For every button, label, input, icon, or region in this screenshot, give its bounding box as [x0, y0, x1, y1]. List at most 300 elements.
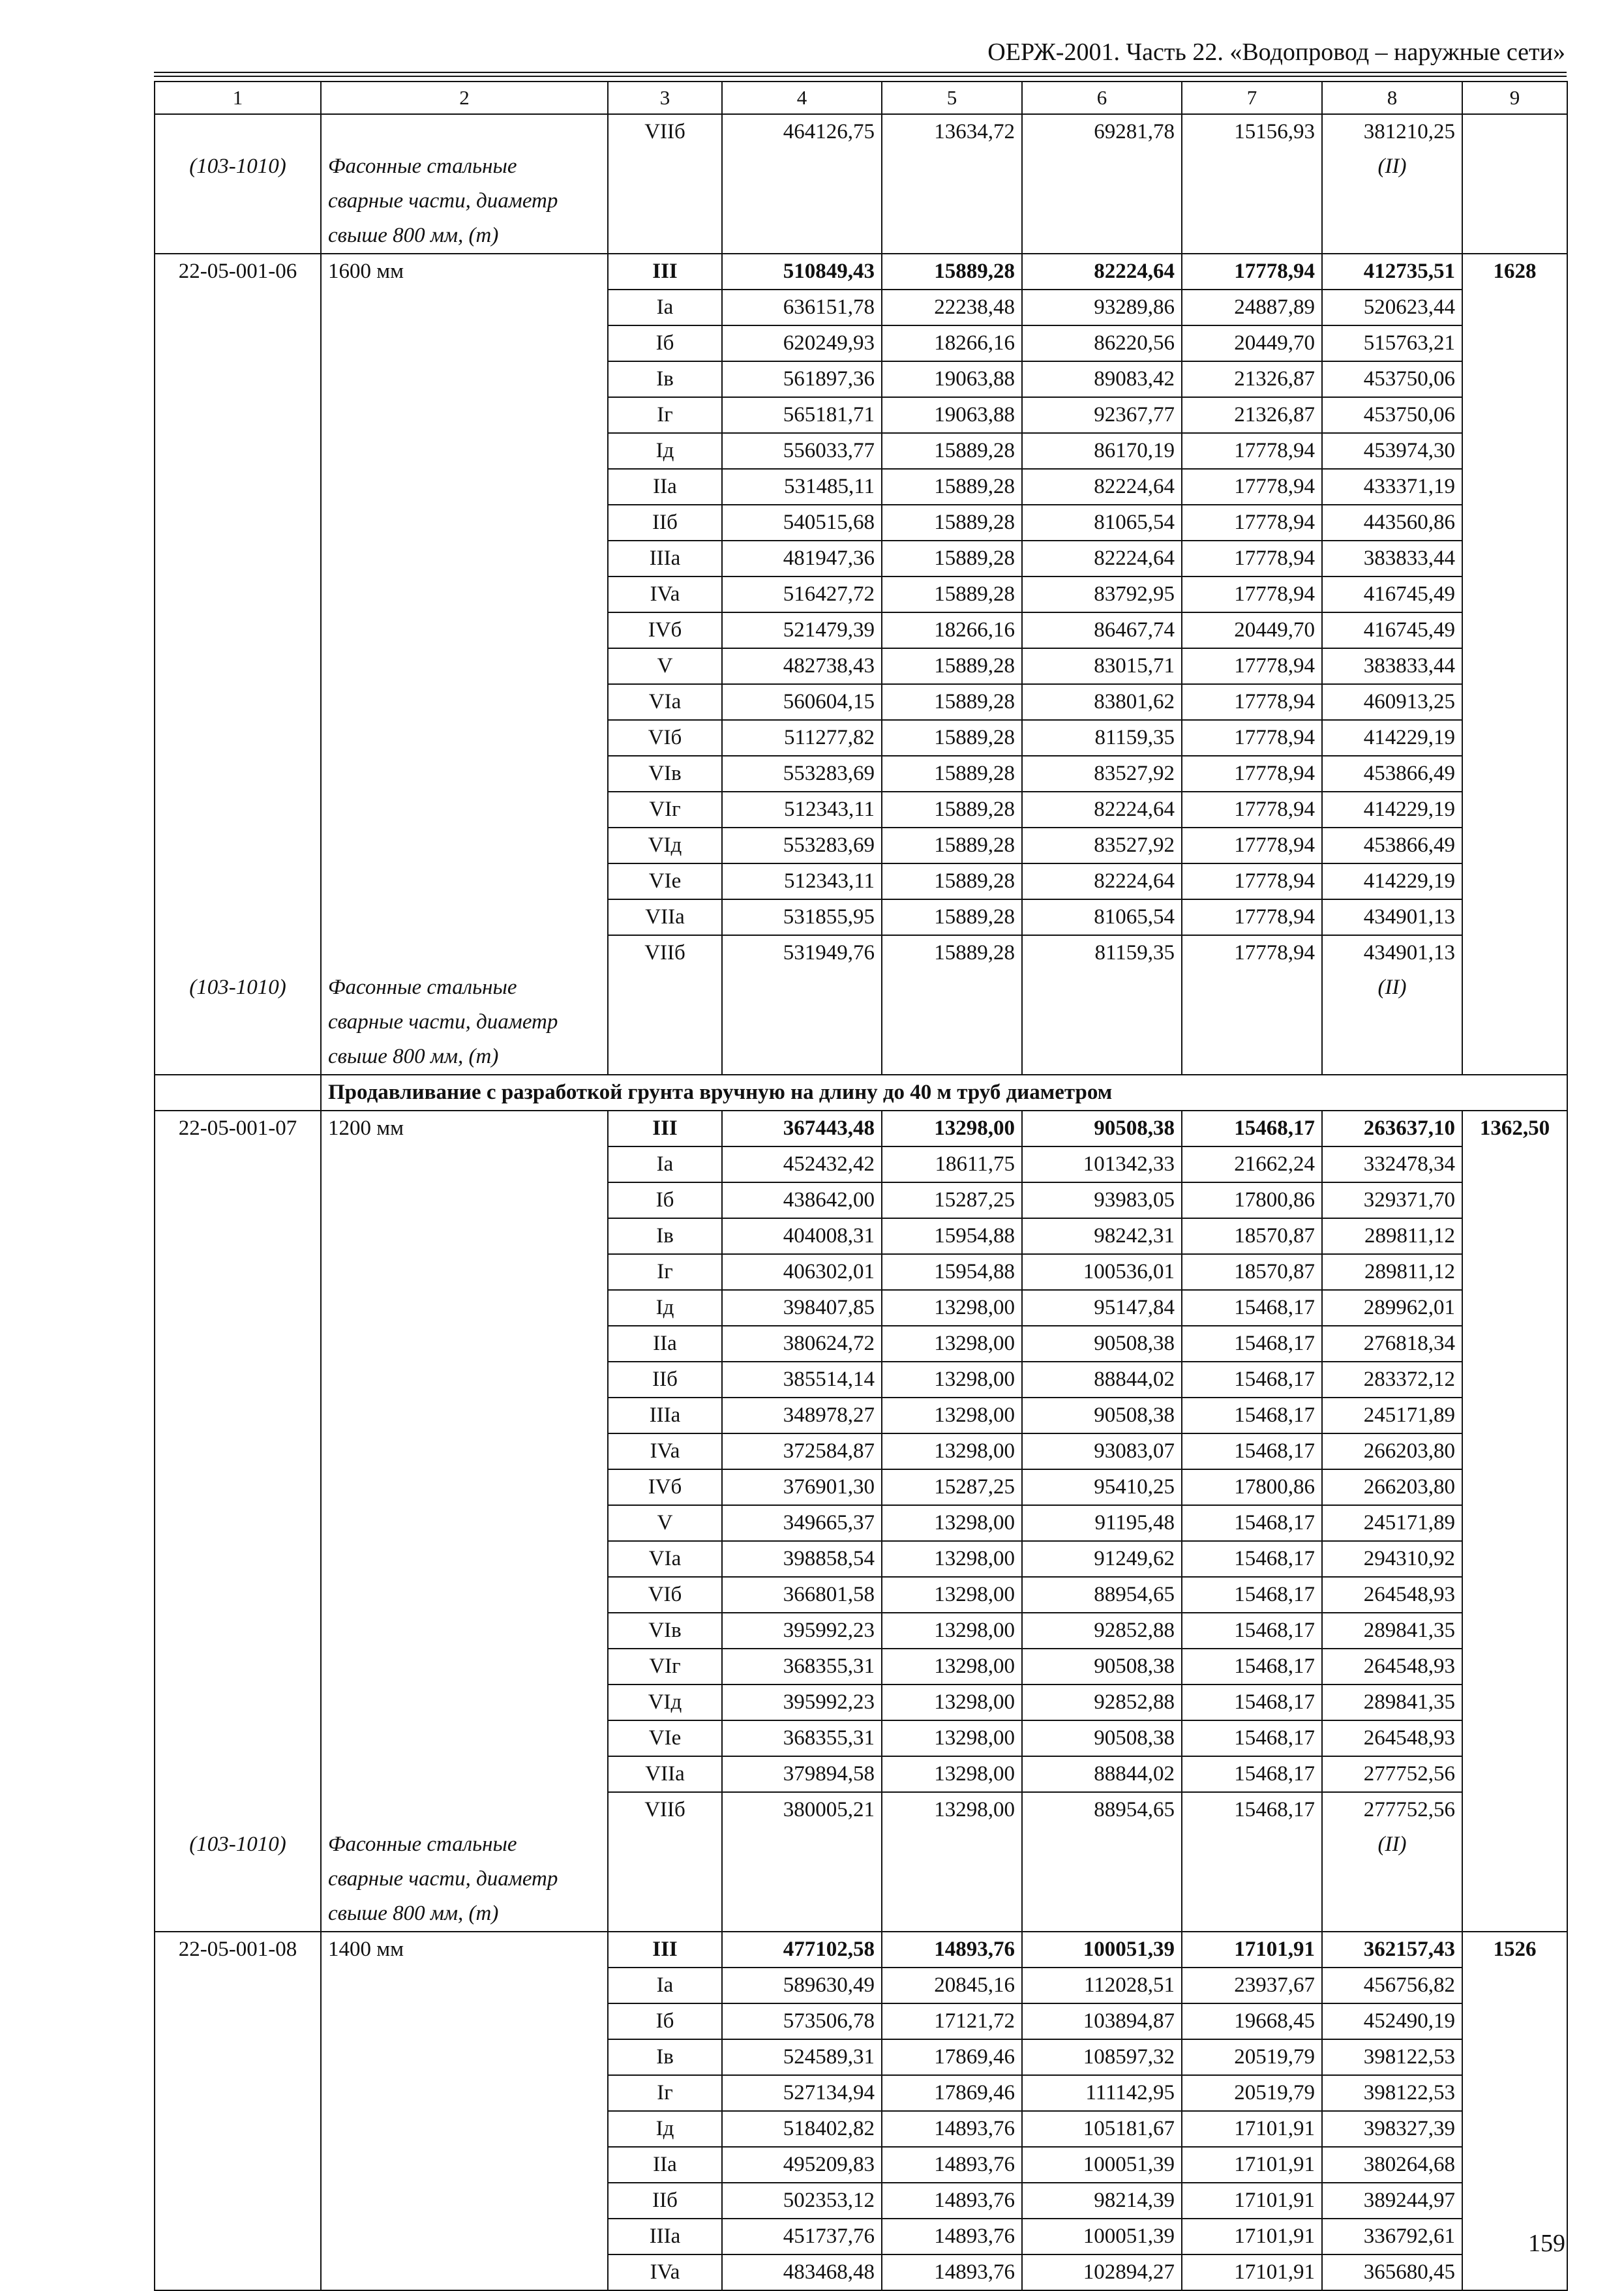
empty-cell: [155, 1362, 321, 1398]
empty-cell: [1462, 899, 1567, 935]
table-row: [155, 1146, 1567, 1182]
empty-cell: [321, 612, 608, 648]
empty-cell: [155, 1613, 321, 1649]
value-cell: 14893,76: [882, 2183, 1022, 2219]
empty-cell: [608, 1827, 722, 1862]
table-row: [155, 1182, 1567, 1218]
empty-cell: [1462, 1182, 1567, 1218]
value-cell: 17101,91: [1182, 2219, 1322, 2254]
empty-cell: [1462, 720, 1567, 756]
value-cell: 17778,94: [1182, 756, 1322, 792]
empty-cell: [1462, 397, 1567, 433]
category-cell: IIa: [608, 2147, 722, 2183]
value-cell: 17869,46: [882, 2075, 1022, 2111]
empty-cell: [882, 184, 1022, 218]
empty-cell: [1462, 792, 1567, 828]
empty-cell: [1462, 149, 1567, 184]
value-cell: 13298,00: [882, 1433, 1022, 1469]
value-cell: 294310,92: [1322, 1541, 1462, 1577]
material-description: свыше 800 мм, (т): [321, 1040, 608, 1075]
value-cell: 15889,28: [882, 828, 1022, 863]
table-row: [155, 2111, 1567, 2147]
value-cell: 13298,00: [882, 1756, 1022, 1792]
empty-cell: [1462, 1218, 1567, 1254]
material-description: сварные части, диаметр: [321, 1005, 608, 1040]
value-cell: 15889,28: [882, 756, 1022, 792]
material-note: [1322, 184, 1462, 218]
section-row: [155, 1075, 1567, 1111]
value-cell: 13298,00: [882, 1685, 1022, 1720]
empty-cell: [155, 899, 321, 935]
value-cell: 13298,00: [882, 1290, 1022, 1326]
value-cell: 20449,70: [1182, 612, 1322, 648]
value-cell: 15954,88: [882, 1218, 1022, 1254]
value-cell: 83015,71: [1022, 648, 1182, 684]
value-cell: 15468,17: [1182, 1577, 1322, 1613]
material-note: [1322, 1896, 1462, 1932]
value-cell: 18570,87: [1182, 1254, 1322, 1290]
value-cell: 17778,94: [1182, 792, 1322, 828]
empty-cell: [321, 2003, 608, 2039]
empty-cell: [1462, 361, 1567, 397]
value-cell: 395992,23: [722, 1685, 882, 1720]
value-cell: 17101,91: [1182, 2147, 1322, 2183]
material-note: (II): [1322, 1827, 1462, 1862]
value-cell: 512343,11: [722, 792, 882, 828]
value-cell: 17778,94: [1182, 935, 1322, 970]
value-cell: 561897,36: [722, 361, 882, 397]
empty-cell: [155, 290, 321, 325]
value-cell: 366801,58: [722, 1577, 882, 1613]
value-cell: 13298,00: [882, 1649, 1022, 1685]
table-row: [155, 899, 1567, 935]
value-cell: 17778,94: [1182, 828, 1322, 863]
value-cell: 416745,49: [1322, 612, 1462, 648]
empty-cell: [321, 433, 608, 469]
empty-cell: [321, 1290, 608, 1326]
value-cell: 15889,28: [882, 684, 1022, 720]
empty-cell: [155, 1182, 321, 1218]
value-cell: 91249,62: [1022, 1541, 1182, 1577]
category-cell: IIб: [608, 2183, 722, 2219]
empty-cell: [1462, 1005, 1567, 1040]
value-cell: 483468,48: [722, 2254, 882, 2290]
empty-cell: [321, 361, 608, 397]
value-cell: 86170,19: [1022, 433, 1182, 469]
value-cell: 414229,19: [1322, 792, 1462, 828]
empty-cell: [1022, 184, 1182, 218]
value-cell: 389244,97: [1322, 2183, 1462, 2219]
value-cell: 17778,94: [1182, 469, 1322, 505]
empty-cell: [1022, 218, 1182, 254]
value-cell: 23937,67: [1182, 1968, 1322, 2003]
value-cell: 17869,46: [882, 2039, 1022, 2075]
category-cell: Ia: [608, 1968, 722, 2003]
empty-cell: [1462, 1577, 1567, 1613]
empty-cell: [722, 184, 882, 218]
material-description: Фасонные стальные: [321, 1827, 608, 1862]
running-header: ОЕРЖ-2001. Часть 22. «Водопровод – наружные сети»: [987, 38, 1565, 66]
value-cell: 404008,31: [722, 1218, 882, 1254]
empty-cell: [321, 1792, 608, 1827]
value-cell: 385514,14: [722, 1362, 882, 1398]
material-note: [1322, 1040, 1462, 1075]
value-cell: 277752,56: [1322, 1792, 1462, 1827]
value-cell: 398407,85: [722, 1290, 882, 1326]
value-cell: 91195,48: [1022, 1505, 1182, 1541]
value-cell: 379894,58: [722, 1756, 882, 1792]
value-cell: 13298,00: [882, 1326, 1022, 1362]
empty-cell: [155, 505, 321, 541]
item-code: 22-05-001-08: [155, 1932, 321, 1968]
value-cell: 17778,94: [1182, 684, 1322, 720]
value-cell: 21662,24: [1182, 1146, 1322, 1182]
category-cell: VIa: [608, 1541, 722, 1577]
category-cell: Iд: [608, 2111, 722, 2147]
value-cell: 245171,89: [1322, 1505, 1462, 1541]
value-cell: 589630,49: [722, 1968, 882, 2003]
value-cell: 81159,35: [1022, 720, 1182, 756]
material-code: [155, 184, 321, 218]
value-cell: 453750,06: [1322, 397, 1462, 433]
table-row: [155, 2147, 1567, 2183]
empty-cell: [722, 1896, 882, 1932]
empty-cell: [321, 720, 608, 756]
column-number: 6: [1022, 82, 1182, 114]
empty-cell: [1462, 1469, 1567, 1505]
value-cell: 516427,72: [722, 576, 882, 612]
price-table: [154, 81, 1568, 2291]
empty-cell: [1462, 863, 1567, 899]
value-cell: 69281,78: [1022, 114, 1182, 149]
value-cell: 90508,38: [1022, 1720, 1182, 1756]
empty-cell: [155, 361, 321, 397]
empty-cell: [1462, 2183, 1567, 2219]
value-cell: 90508,38: [1022, 1649, 1182, 1685]
empty-cell: [321, 1649, 608, 1685]
category-cell: Ia: [608, 290, 722, 325]
empty-cell: [155, 612, 321, 648]
value-cell: 276818,34: [1322, 1326, 1462, 1362]
category-cell: Ia: [608, 1146, 722, 1182]
value-cell: 21326,87: [1182, 397, 1322, 433]
material-row: [155, 1040, 1567, 1075]
table-row: [155, 1720, 1567, 1756]
value-cell: 524589,31: [722, 2039, 882, 2075]
table-row: [155, 2183, 1567, 2219]
value-cell: 264548,93: [1322, 1577, 1462, 1613]
category-cell: VIв: [608, 1613, 722, 1649]
empty-cell: [155, 1577, 321, 1613]
value-cell: 22238,48: [882, 290, 1022, 325]
category-cell: Iд: [608, 1290, 722, 1326]
empty-cell: [1462, 1827, 1567, 1862]
empty-cell: [608, 970, 722, 1005]
empty-cell: [1022, 1005, 1182, 1040]
value-cell: 15468,17: [1182, 1362, 1322, 1398]
value-cell: 19668,45: [1182, 2003, 1322, 2039]
empty-cell: [1462, 1433, 1567, 1469]
material-code: [155, 1896, 321, 1932]
value-cell: 83527,92: [1022, 828, 1182, 863]
value-cell: 17778,94: [1182, 433, 1322, 469]
category-cell: IVб: [608, 1469, 722, 1505]
value-cell: 108597,32: [1022, 2039, 1182, 2075]
value-cell: 81065,54: [1022, 505, 1182, 541]
empty-cell: [1182, 970, 1322, 1005]
empty-cell: [1462, 1720, 1567, 1756]
empty-cell: [722, 149, 882, 184]
category-cell: Iб: [608, 2003, 722, 2039]
empty-cell: [321, 541, 608, 576]
table-row: [155, 684, 1567, 720]
empty-cell: [321, 935, 608, 970]
category-cell: VIa: [608, 684, 722, 720]
value-cell: 14893,76: [882, 2219, 1022, 2254]
value-cell: 521479,39: [722, 612, 882, 648]
column-number: 5: [882, 82, 1022, 114]
empty-cell: [321, 469, 608, 505]
empty-cell: [1462, 184, 1567, 218]
empty-cell: [155, 1469, 321, 1505]
empty-cell: [155, 1649, 321, 1685]
value-cell: 15889,28: [882, 433, 1022, 469]
value-cell: 452432,42: [722, 1146, 882, 1182]
value-cell: 15468,17: [1182, 1720, 1322, 1756]
value-cell: 15468,17: [1182, 1613, 1322, 1649]
column-number-row: [155, 82, 1567, 114]
empty-cell: [321, 1685, 608, 1720]
material-row: [155, 184, 1567, 218]
value-cell: 83792,95: [1022, 576, 1182, 612]
value-cell: 367443,48: [722, 1111, 882, 1146]
value-cell: 100536,01: [1022, 1254, 1182, 1290]
header-rule-double: [154, 76, 1567, 77]
value-cell: 17778,94: [1182, 576, 1322, 612]
empty-cell: [155, 2147, 321, 2183]
value-cell: 90508,38: [1022, 1111, 1182, 1146]
value-cell: 518402,82: [722, 2111, 882, 2147]
value-cell: 15889,28: [882, 935, 1022, 970]
value-cell: 15468,17: [1182, 1111, 1322, 1146]
table-row: [155, 1398, 1567, 1433]
empty-cell: [1182, 149, 1322, 184]
value-cell: 556033,77: [722, 433, 882, 469]
item-name: 1200 мм: [321, 1111, 608, 1146]
value-cell: 553283,69: [722, 828, 882, 863]
value-cell: 368355,31: [722, 1649, 882, 1685]
value-cell: 15889,28: [882, 254, 1022, 290]
value-cell: 15468,17: [1182, 1756, 1322, 1792]
value-cell: 414229,19: [1322, 863, 1462, 899]
empty-cell: [1462, 1146, 1567, 1182]
category-cell: IIIa: [608, 541, 722, 576]
labor-cost: 1628: [1462, 254, 1567, 290]
material-row: [155, 970, 1567, 1005]
empty-cell: [1462, 1862, 1567, 1896]
value-cell: 15889,28: [882, 505, 1022, 541]
material-code: (103-1010): [155, 1827, 321, 1862]
value-cell: 14893,76: [882, 2254, 1022, 2290]
table-row: [155, 1505, 1567, 1541]
empty-cell: [155, 2075, 321, 2111]
value-cell: 15468,17: [1182, 1541, 1322, 1577]
value-cell: 82224,64: [1022, 792, 1182, 828]
material-code: [155, 218, 321, 254]
value-cell: 460913,25: [1322, 684, 1462, 720]
empty-cell: [321, 1362, 608, 1398]
value-cell: 95147,84: [1022, 1290, 1182, 1326]
value-cell: 348978,27: [722, 1398, 882, 1433]
value-cell: 520623,44: [1322, 290, 1462, 325]
value-cell: 15156,93: [1182, 114, 1322, 149]
empty-cell: [608, 1862, 722, 1896]
empty-cell: [1462, 218, 1567, 254]
value-cell: 368355,31: [722, 1720, 882, 1756]
table-row: [155, 935, 1567, 970]
empty-cell: [155, 325, 321, 361]
category-cell: VIe: [608, 1720, 722, 1756]
value-cell: 88844,02: [1022, 1756, 1182, 1792]
table-row: [155, 1433, 1567, 1469]
empty-cell: [155, 1326, 321, 1362]
table-row: [155, 1932, 1567, 1968]
value-cell: 17101,91: [1182, 2254, 1322, 2290]
value-cell: 264548,93: [1322, 1649, 1462, 1685]
empty-cell: [321, 648, 608, 684]
empty-cell: [321, 1146, 608, 1182]
value-cell: 376901,30: [722, 1469, 882, 1505]
value-cell: 13298,00: [882, 1613, 1022, 1649]
empty-cell: [155, 114, 321, 149]
empty-cell: [882, 970, 1022, 1005]
value-cell: 15889,28: [882, 863, 1022, 899]
value-cell: 13298,00: [882, 1541, 1022, 1577]
column-number: 9: [1462, 82, 1567, 114]
value-cell: 101342,33: [1022, 1146, 1182, 1182]
value-cell: 434901,13: [1322, 899, 1462, 935]
value-cell: 20519,79: [1182, 2075, 1322, 2111]
value-cell: 264548,93: [1322, 1720, 1462, 1756]
value-cell: 433371,19: [1322, 469, 1462, 505]
empty-cell: [1462, 1685, 1567, 1720]
material-note: [1322, 1862, 1462, 1896]
table-row: [155, 433, 1567, 469]
table-row: [155, 1649, 1567, 1685]
value-cell: 17101,91: [1182, 1932, 1322, 1968]
value-cell: 105181,67: [1022, 2111, 1182, 2147]
empty-cell: [1182, 1040, 1322, 1075]
empty-cell: [155, 433, 321, 469]
category-cell: V: [608, 1505, 722, 1541]
value-cell: 81065,54: [1022, 899, 1182, 935]
empty-cell: [1022, 1862, 1182, 1896]
value-cell: 553283,69: [722, 756, 882, 792]
value-cell: 13298,00: [882, 1720, 1022, 1756]
material-row: [155, 218, 1567, 254]
empty-cell: [1462, 541, 1567, 576]
value-cell: 14893,76: [882, 1932, 1022, 1968]
value-cell: 289811,12: [1322, 1218, 1462, 1254]
value-cell: 14893,76: [882, 2147, 1022, 2183]
column-number: 8: [1322, 82, 1462, 114]
empty-cell: [155, 1685, 321, 1720]
value-cell: 398858,54: [722, 1541, 882, 1577]
empty-cell: [155, 863, 321, 899]
table-row: [155, 1613, 1567, 1649]
value-cell: 20845,16: [882, 1968, 1022, 2003]
empty-cell: [321, 828, 608, 863]
empty-cell: [155, 469, 321, 505]
category-cell: VIIa: [608, 1756, 722, 1792]
table-row: [155, 397, 1567, 433]
value-cell: 15889,28: [882, 720, 1022, 756]
value-cell: 92852,88: [1022, 1685, 1182, 1720]
material-description: сварные части, диаметр: [321, 184, 608, 218]
value-cell: 383833,44: [1322, 541, 1462, 576]
empty-cell: [155, 1075, 321, 1111]
category-cell: Iд: [608, 433, 722, 469]
empty-cell: [1022, 1040, 1182, 1075]
empty-cell: [1462, 1756, 1567, 1792]
empty-cell: [1462, 469, 1567, 505]
category-cell: VIIб: [608, 114, 722, 149]
value-cell: 381210,25: [1322, 114, 1462, 149]
table-row: [155, 2219, 1567, 2254]
category-cell: VIг: [608, 792, 722, 828]
value-cell: 100051,39: [1022, 2219, 1182, 2254]
value-cell: 434901,13: [1322, 935, 1462, 970]
empty-cell: [722, 970, 882, 1005]
empty-cell: [155, 397, 321, 433]
value-cell: 464126,75: [722, 114, 882, 149]
value-cell: 266203,80: [1322, 1469, 1462, 1505]
value-cell: 13298,00: [882, 1577, 1022, 1613]
empty-cell: [321, 1541, 608, 1577]
value-cell: 83801,62: [1022, 684, 1182, 720]
empty-cell: [608, 1896, 722, 1932]
empty-cell: [722, 1862, 882, 1896]
value-cell: 82224,64: [1022, 469, 1182, 505]
value-cell: 380264,68: [1322, 2147, 1462, 2183]
value-cell: 15468,17: [1182, 1326, 1322, 1362]
category-cell: IVб: [608, 612, 722, 648]
empty-cell: [882, 1862, 1022, 1896]
value-cell: 481947,36: [722, 541, 882, 576]
table-row: [155, 2254, 1567, 2290]
table-row: [155, 1290, 1567, 1326]
value-cell: 380005,21: [722, 1792, 882, 1827]
value-cell: 83527,92: [1022, 756, 1182, 792]
category-cell: VIe: [608, 863, 722, 899]
value-cell: 17778,94: [1182, 899, 1322, 935]
empty-cell: [155, 2254, 321, 2290]
value-cell: 406302,01: [722, 1254, 882, 1290]
table-row: [155, 576, 1567, 612]
value-cell: 15287,25: [882, 1469, 1022, 1505]
table-row: [155, 828, 1567, 863]
value-cell: 511277,82: [722, 720, 882, 756]
empty-cell: [1462, 2003, 1567, 2039]
category-cell: VIв: [608, 756, 722, 792]
value-cell: 17778,94: [1182, 863, 1322, 899]
empty-cell: [1462, 1541, 1567, 1577]
material-row: [155, 149, 1567, 184]
value-cell: 482738,43: [722, 648, 882, 684]
category-cell: IVa: [608, 576, 722, 612]
material-code: [155, 1005, 321, 1040]
empty-cell: [1462, 576, 1567, 612]
